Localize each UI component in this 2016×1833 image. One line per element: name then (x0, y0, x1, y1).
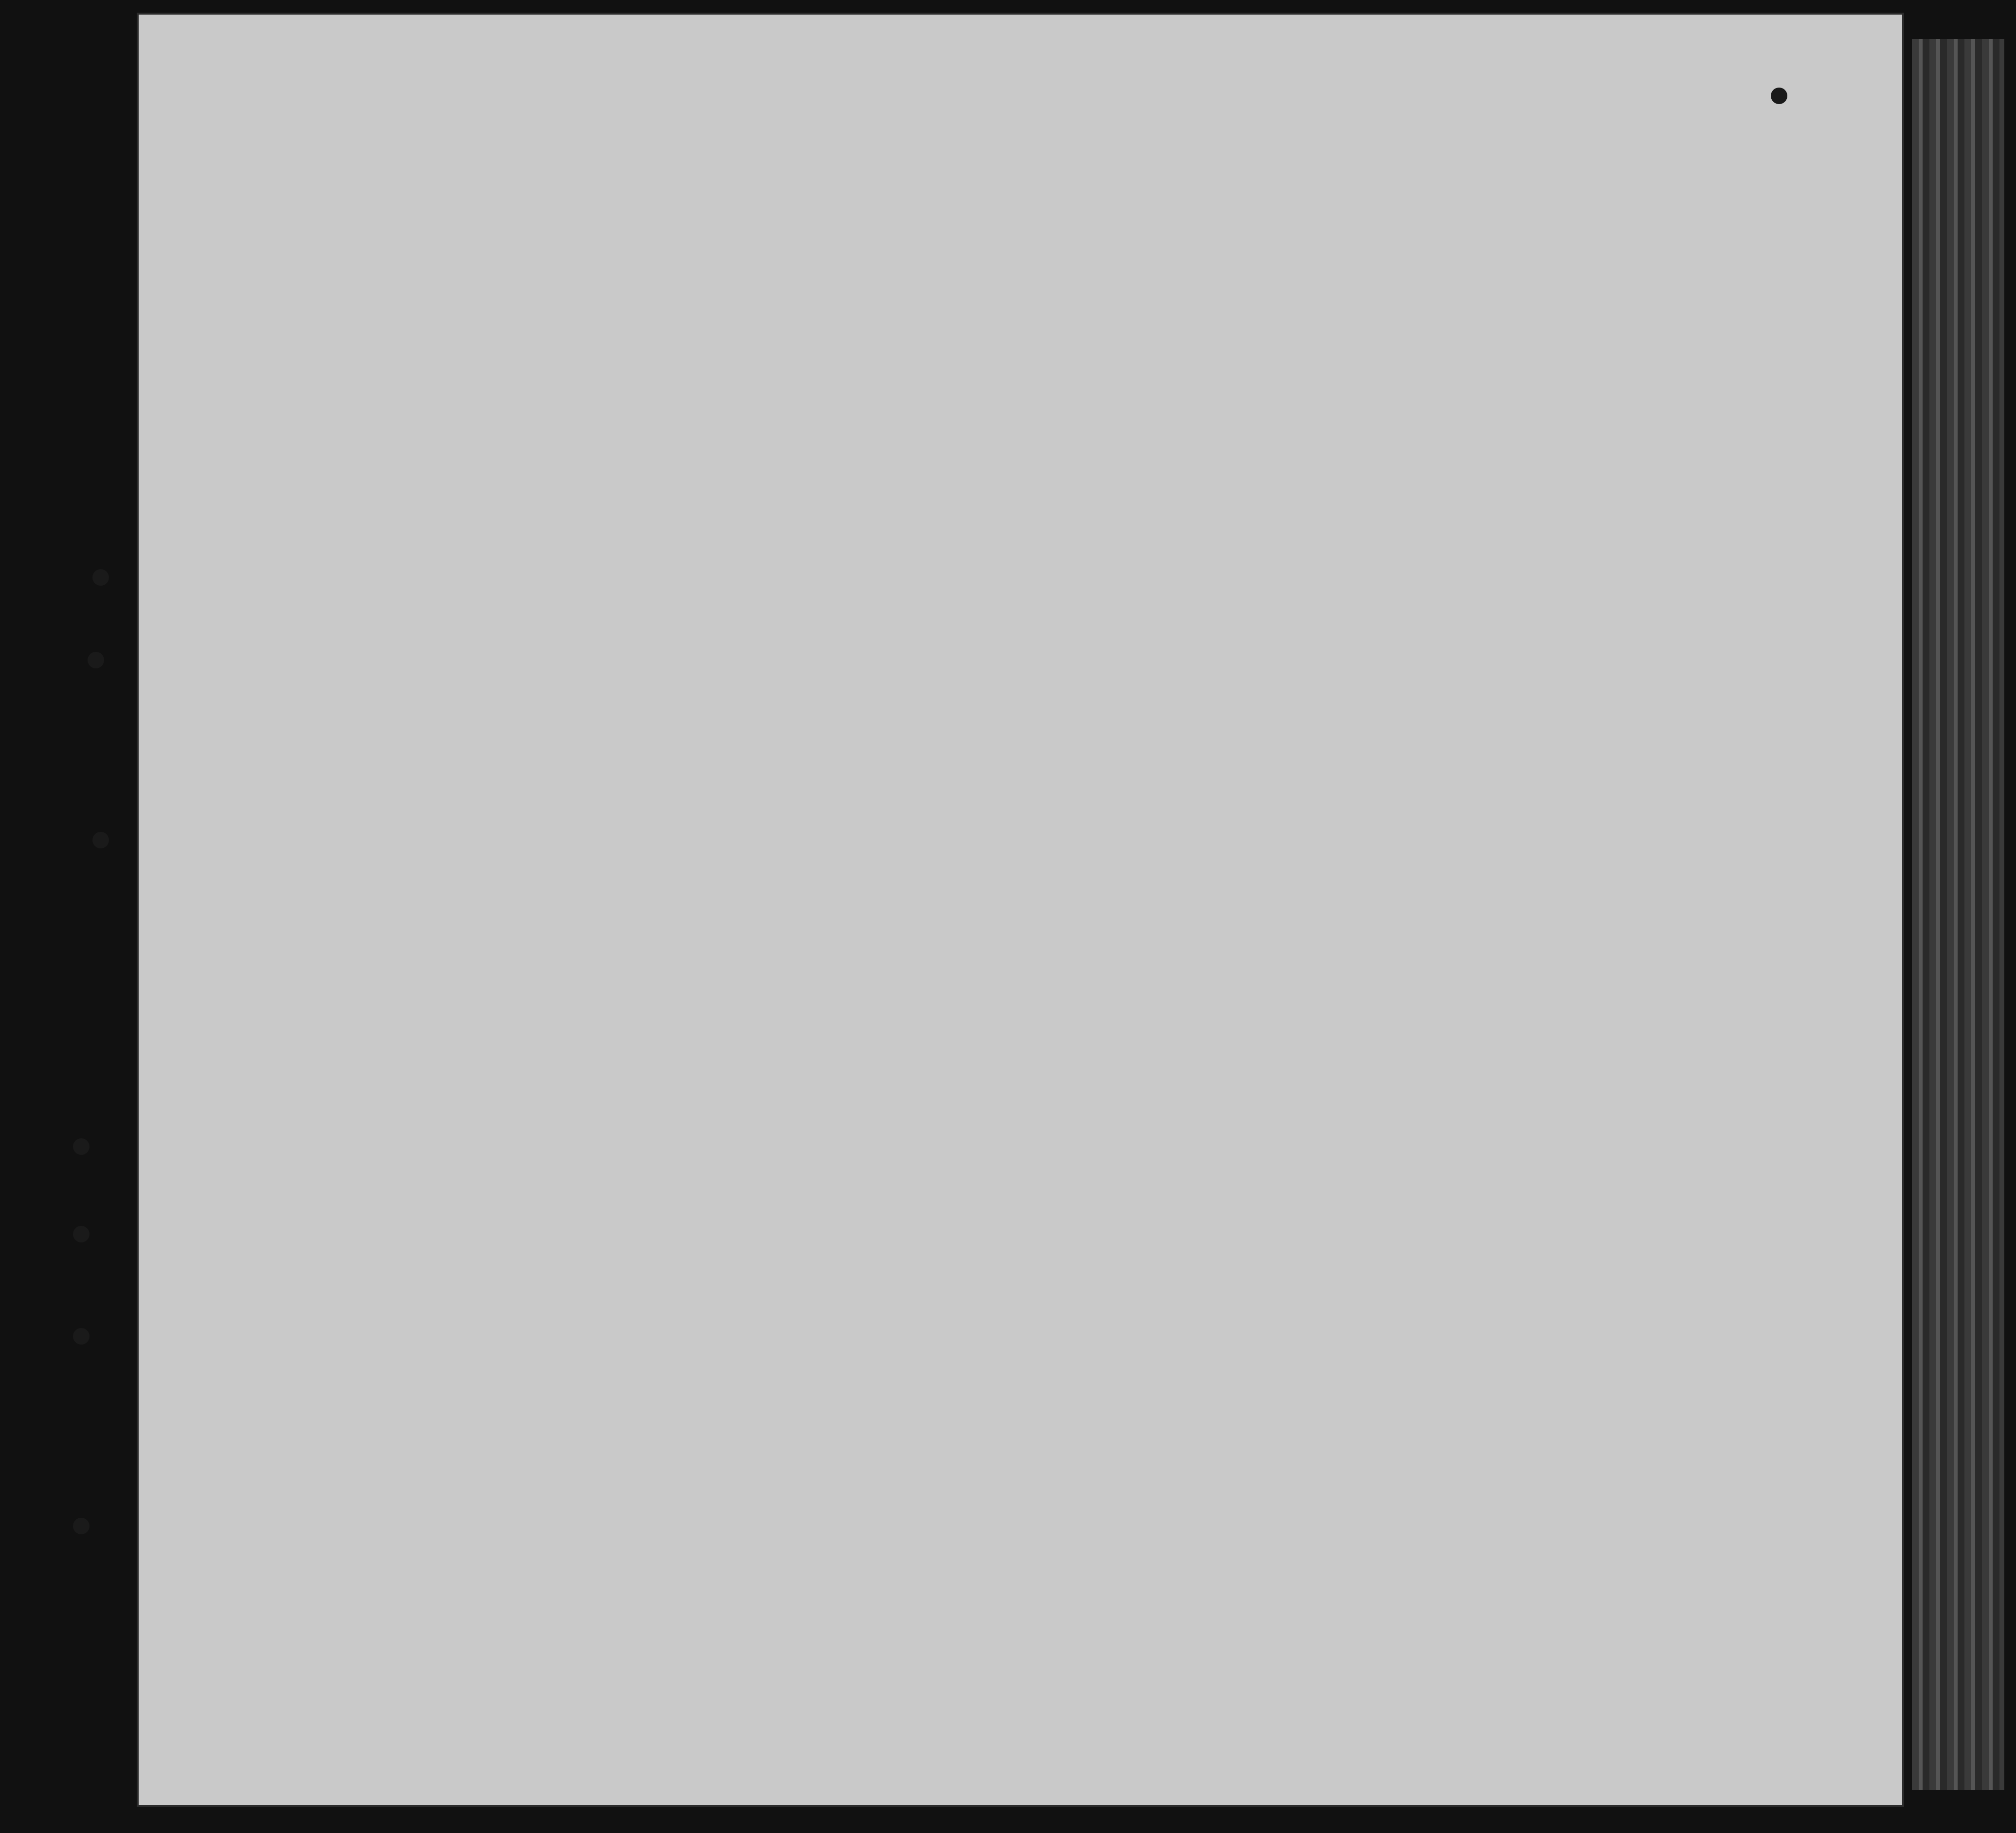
binder-hole (92, 569, 109, 586)
binder-hole (92, 832, 109, 848)
binder-hole (73, 1518, 90, 1534)
binder-hole (73, 1226, 90, 1242)
binder-hole (73, 1138, 90, 1155)
form-grid (139, 15, 1902, 1805)
binder-hole (1771, 88, 1787, 104)
binder-hole (73, 1328, 90, 1345)
binder-hole (88, 652, 104, 668)
page-edge-strip (1912, 39, 2004, 1790)
manifest-sheet (139, 15, 1902, 1805)
